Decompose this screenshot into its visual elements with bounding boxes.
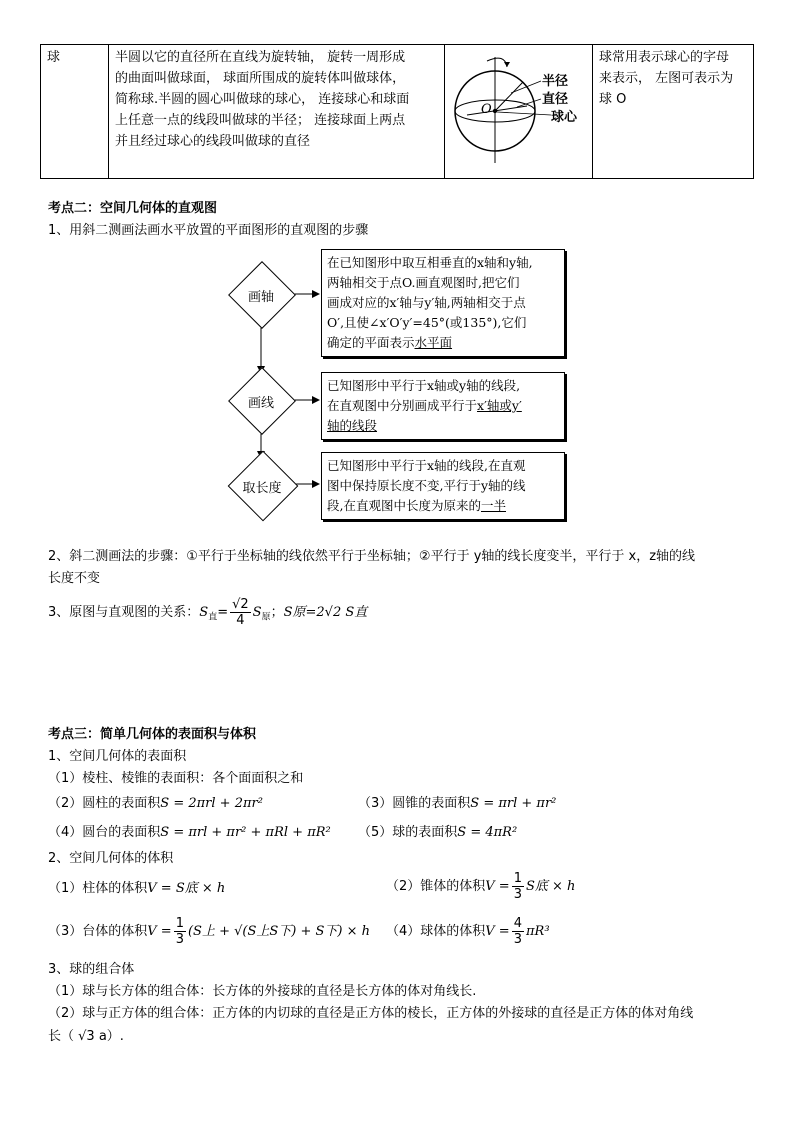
formula-label: （2）锥体的体积	[386, 879, 486, 894]
prism-volume	[48, 880, 225, 898]
box-line: 两轴相交于点O.画直观图时,把它们	[327, 275, 520, 290]
cuboid-sphere-text: （1）球与长方体的组合体：长方体的外接球的直径是长方体的体对角线长.	[48, 984, 477, 999]
step-line-box	[321, 372, 565, 440]
box-line: 图中保持原长度不变,平行于y轴的线	[327, 478, 526, 493]
fraction-denominator: 3	[513, 932, 522, 947]
subscript-zhi: 直	[208, 612, 218, 623]
fraction-numerator: 4	[513, 916, 522, 931]
radius-label: 半径	[542, 74, 569, 89]
s-symbol: S	[199, 605, 209, 620]
fraction-numerator: 1	[175, 916, 184, 931]
one-third-fraction	[174, 916, 186, 947]
diameter-label: 直径	[542, 92, 569, 107]
formula-label: （3）台体的体积	[48, 924, 148, 939]
section2-item3	[48, 596, 367, 635]
box-line: 画成对应的x′轴与y′轴,两轴相交于点	[327, 295, 526, 310]
formula-rhs: πR³	[525, 924, 550, 939]
fraction-denominator: 3	[175, 932, 184, 947]
formula-lhs: V =	[485, 924, 510, 939]
pyramid-volume	[386, 870, 575, 904]
notation-line: 球 O	[599, 92, 627, 107]
formula-label: （4）圆台的表面积	[48, 825, 161, 840]
cone-area	[358, 795, 556, 813]
box-line: 已知图形中平行于x轴或y轴的线段,	[327, 378, 521, 393]
combination-heading: 3、球的组合体	[48, 962, 135, 977]
box-line: 确定的平面表示	[327, 335, 415, 350]
cube-sphere-text-line1: （2）球与正方体的组合体：正方体的内切球的直径是正方体的棱长，正方体的外接球的直径是正方体的体对角线	[48, 1006, 694, 1021]
formula-rhs: S底 × h	[525, 879, 576, 894]
fraction-numerator: 1	[513, 871, 522, 886]
center-point-label: O	[481, 102, 492, 117]
step-length-box	[321, 452, 565, 520]
definition-line: 简称球.半圆的圆心叫做球的球心， 连接球心和球面	[115, 92, 410, 107]
section2-item2-line2: 长度不变	[48, 571, 101, 586]
formula: S = πrl + πr²	[470, 796, 557, 811]
four-thirds-fraction	[512, 916, 524, 947]
box-line: O′,且使∠x′O′y′=45°(或135°),它们	[327, 315, 527, 330]
section3-title: 考点三：简单几何体的表面积与体积	[48, 727, 257, 742]
separator: ；	[270, 605, 284, 620]
definition-line: 的曲面叫做球面， 球面所围成的旋转体叫做球体，	[115, 71, 406, 86]
formula-rhs: (S上 + √(S上S下) + S下) × h	[187, 924, 371, 939]
notation-line: 球常用表示球心的字母	[599, 50, 730, 65]
formula-lhs: V =	[147, 924, 172, 939]
step-axis-box	[321, 249, 565, 357]
formula-label: （1）柱体的体积	[48, 881, 148, 896]
formula: S = 2πrl + 2πr²	[160, 796, 263, 811]
underlined-answer: 一半	[480, 498, 506, 513]
notation-line: 来表示， 左图可表示为	[599, 71, 734, 86]
box-line: 在直观图中分别画成平行于	[327, 398, 478, 413]
subscript-yuan: 原	[261, 612, 271, 623]
s-symbol: S	[252, 605, 262, 620]
step-line-label: 画线	[247, 396, 274, 411]
formula-lhs: V =	[485, 879, 510, 894]
step-axis-label: 画轴	[247, 290, 274, 305]
sphere-area	[358, 824, 517, 842]
sphere-volume	[386, 915, 550, 949]
frustum-volume	[48, 915, 370, 949]
sqrt2-over-4-fraction	[230, 597, 251, 628]
item3-rhs-formula: S原=2√2 S直	[283, 605, 368, 620]
equals-sign: =	[217, 605, 229, 620]
section2-title: 考点二：空间几何体的直观图	[48, 201, 218, 216]
box-line: 在已知图形中取互相垂直的x轴和y轴,	[327, 255, 533, 270]
formula: V = S底 × h	[147, 881, 226, 896]
formula: S = πrl + πr² + πRl + πR²	[160, 825, 331, 840]
underlined-answer: 轴的线段	[327, 418, 378, 433]
formula-label: （2）圆柱的表面积	[48, 796, 161, 811]
box-line: 已知图形中平行于x轴的线段,在直观	[327, 458, 526, 473]
step-length-label: 取长度	[242, 481, 282, 496]
frustum-area	[48, 824, 331, 842]
definition-line: 上任意一点的线段叫做球的半径； 连接球面上两点	[115, 113, 406, 128]
fraction-denominator: 3	[513, 887, 522, 902]
section2-item1: 1、用斜二测画法画水平放置的平面图形的直观图的步骤	[48, 223, 369, 238]
formula-label: （3）圆锥的表面积	[358, 796, 471, 811]
cylinder-area	[48, 795, 263, 813]
formula: S = 4πR²	[457, 825, 518, 840]
volume-heading: 2、空间几何体的体积	[48, 851, 174, 866]
section2-item2-line1: 2、斜二测画法的步骤：①平行于坐标轴的线依然平行于坐标轴；②平行于 y轴的线长度变半，平行于 x，z轴的线	[48, 549, 696, 564]
underlined-answer: 水平面	[414, 335, 453, 350]
item3-prefix: 3、原图与直观图的关系：	[48, 605, 200, 620]
underlined-answer: x′轴或y′	[477, 398, 522, 413]
center-label: 球心	[551, 110, 578, 125]
definition-line: 并且经过球心的线段叫做球的直径	[115, 134, 311, 149]
formula-label: （4）球体的体积	[386, 924, 486, 939]
cube-sphere-text-line2: 长（ √3 a）.	[48, 1029, 124, 1044]
fraction-numerator: √2	[232, 597, 249, 612]
term-text: 球	[47, 50, 61, 65]
surface-area-heading: 1、空间几何体的表面积	[48, 749, 187, 764]
fraction-denominator: 4	[236, 613, 245, 628]
definition-line: 半圆以它的直径所在直线为旋转轴， 旋转一周形成	[115, 50, 406, 65]
one-third-fraction	[512, 871, 524, 902]
box-line: 段,在直观图中长度为原来的	[327, 498, 481, 513]
prism-pyramid-area: （1）棱柱、棱锥的表面积：各个面面积之和	[48, 771, 304, 786]
formula-label: （5）球的表面积	[358, 825, 458, 840]
